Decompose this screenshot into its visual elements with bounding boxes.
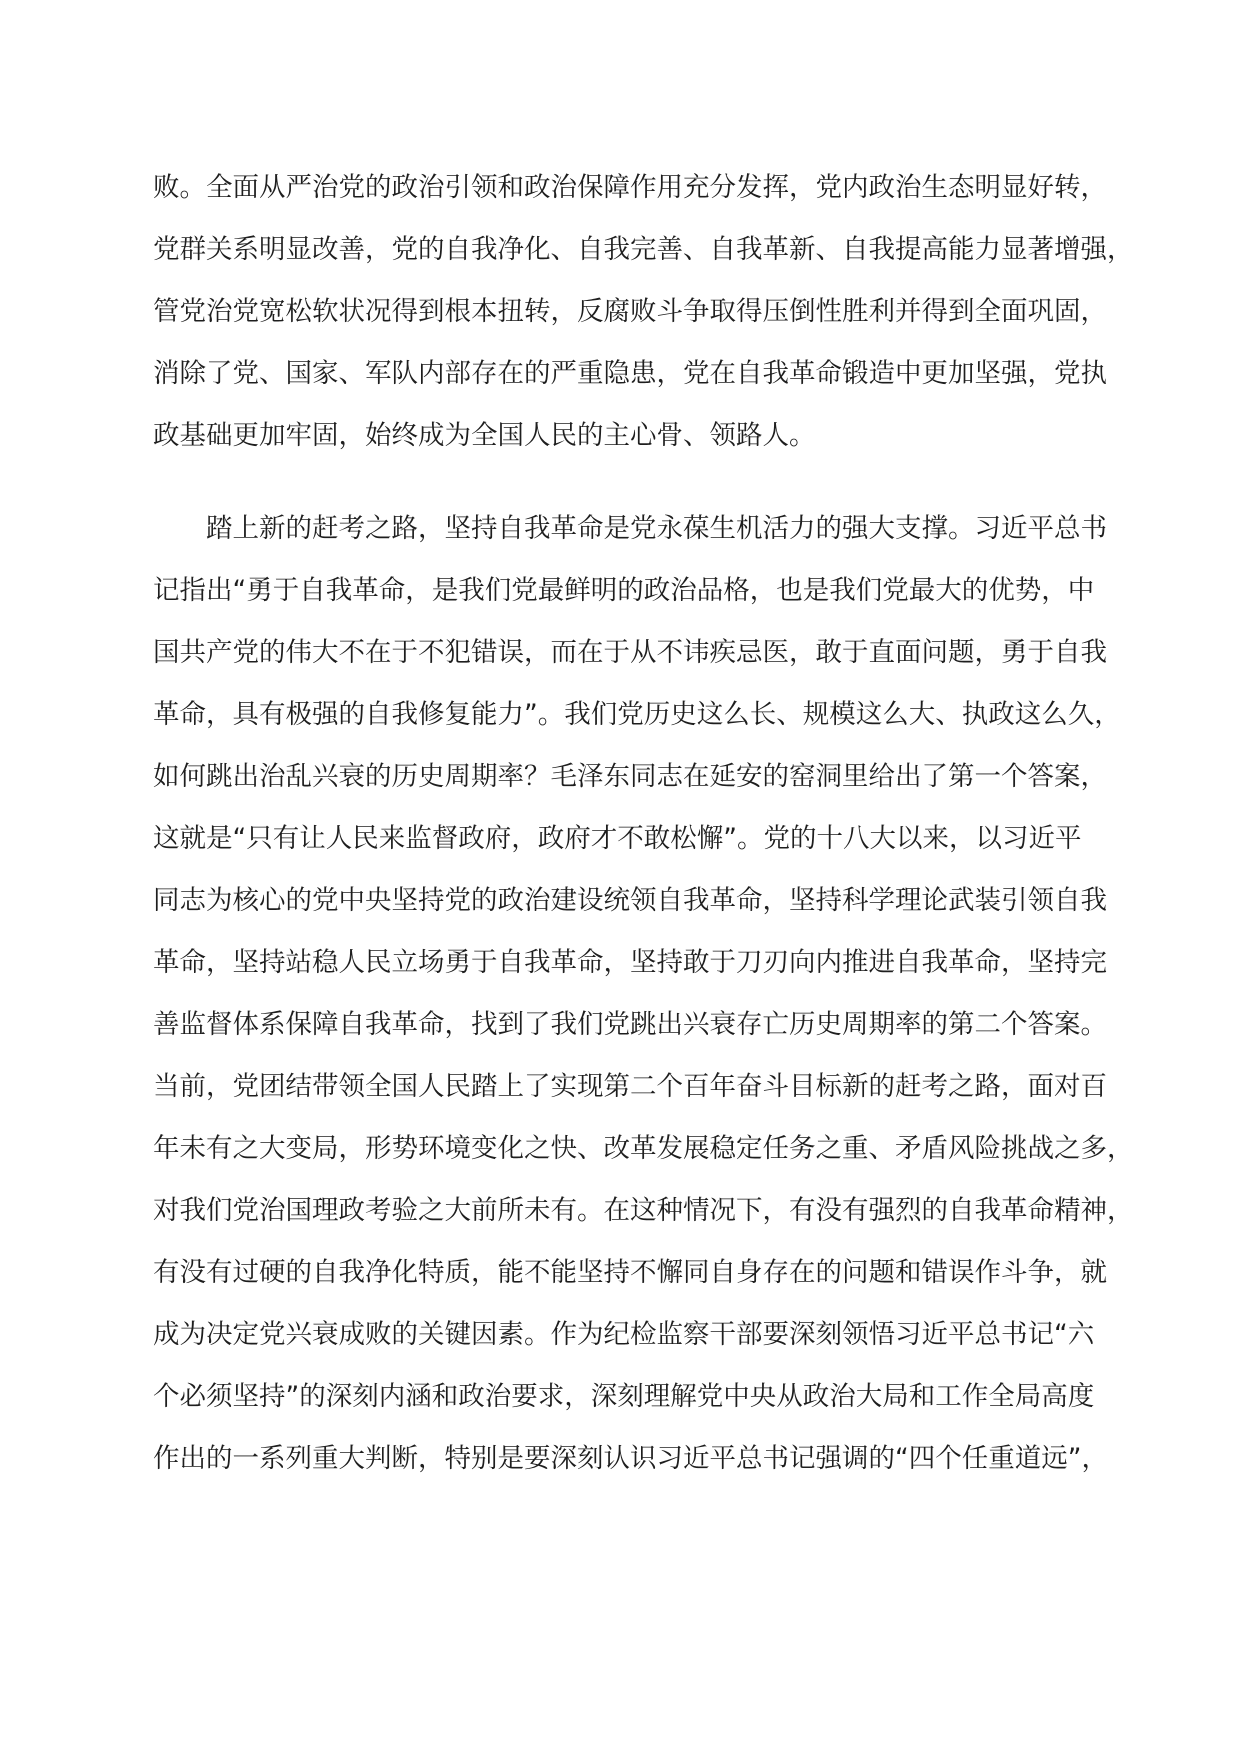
text-line: 革命，坚持站稳人民立场勇于自我革命，坚持敢于刀刃向内推进自我革命，坚持完 xyxy=(153,947,1107,978)
text-line: 政基础更加牢固，始终成为全国人民的主心骨、领路人。 xyxy=(153,420,816,451)
text-line: 消除了党、国家、军队内部存在的严重隐患，党在自我革命锻造中更加坚强，党执 xyxy=(153,358,1107,389)
text-line-indented: 踏上新的赶考之路，坚持自我革命是党永葆生机活力的强大支撑。习近平总书 xyxy=(206,513,1107,544)
text-line: 个必须坚持”的深刻内涵和政治要求，深刻理解党中央从政治大局和工作全局高度 xyxy=(153,1381,1095,1412)
text-line: 成为决定党兴衰成败的关键因素。作为纪检监察干部要深刻领悟习近平总书记“六 xyxy=(153,1319,1095,1350)
text-line: 党群关系明显改善，党的自我净化、自我完善、自我革新、自我提高能力显著增强， xyxy=(153,234,1134,265)
text-line: 对我们党治国理政考验之大前所未有。在这种情况下，有没有强烈的自我革命精神， xyxy=(153,1195,1134,1226)
text-line: 革命，具有极强的自我修复能力”。我们党历史这么长、规模这么大、执政这么久， xyxy=(153,699,1121,730)
text-line: 善监督体系保障自我革命，找到了我们党跳出兴衰存亡历史周期率的第二个答案。 xyxy=(153,1009,1107,1040)
text-line: 有没有过硬的自我净化特质，能不能坚持不懈同自身存在的问题和错误作斗争，就 xyxy=(153,1257,1107,1288)
text-line: 当前，党团结带领全国人民踏上了实现第二个百年奋斗目标新的赶考之路，面对百 xyxy=(153,1071,1107,1102)
text-line: 记指出“勇于自我革命，是我们党最鲜明的政治品格，也是我们党最大的优势，中 xyxy=(153,575,1095,606)
text-line: 国共产党的伟大不在于不犯错误，而在于从不讳疾忌医，敢于直面问题，勇于自我 xyxy=(153,637,1107,668)
text-line: 作出的一系列重大判断，特别是要深刻认识习近平总书记强调的“四个任重道远”， xyxy=(153,1443,1108,1474)
text-line: 同志为核心的党中央坚持党的政治建设统领自我革命，坚持科学理论武装引领自我 xyxy=(153,885,1107,916)
text-line: 如何跳出治乱兴衰的历史周期率？毛泽东同志在延安的窑洞里给出了第一个答案， xyxy=(153,761,1107,792)
text-line: 年未有之大变局，形势环境变化之快、改革发展稳定任务之重、矛盾风险挑战之多， xyxy=(153,1133,1134,1164)
text-line: 管党治党宽松软状况得到根本扭转，反腐败斗争取得压倒性胜利并得到全面巩固， xyxy=(153,296,1107,327)
text-line: 这就是“只有让人民来监督政府，政府才不敢松懈”。党的十八大以来，以习近平 xyxy=(153,823,1082,854)
text-line: 败。全面从严治党的政治引领和政治保障作用充分发挥，党内政治生态明显好转， xyxy=(153,172,1107,203)
